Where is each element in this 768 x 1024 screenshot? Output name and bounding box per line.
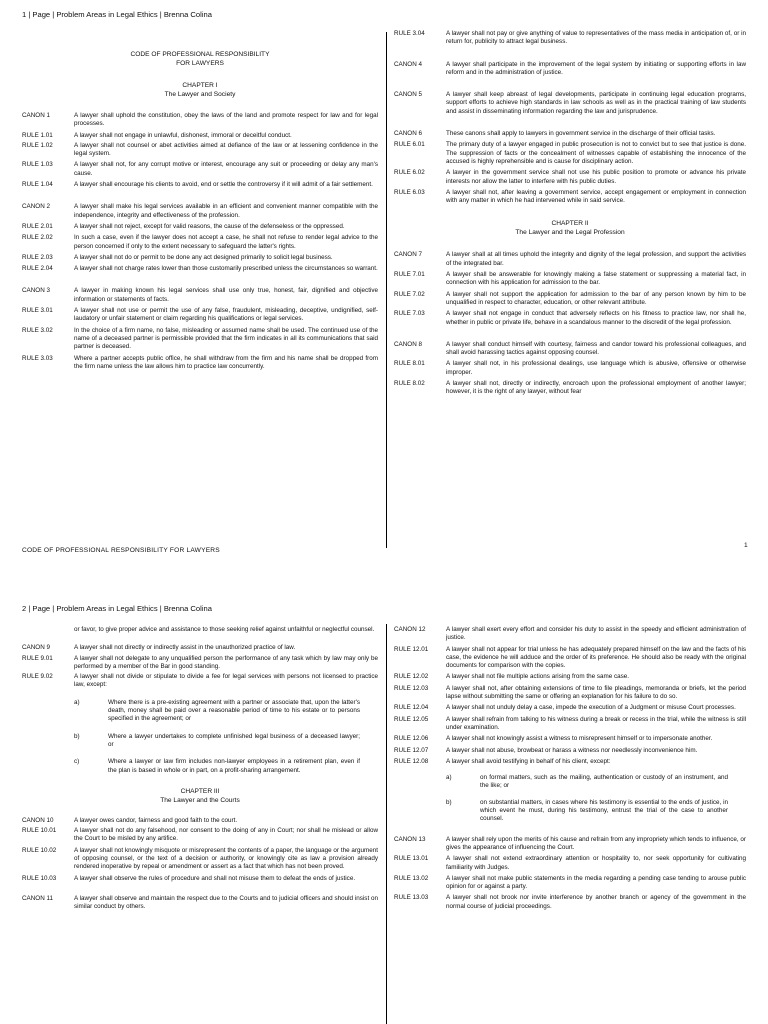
provision-label: RULE 7.01 [394,271,425,279]
provision-entry [394,626,746,643]
sub-list [394,774,746,823]
sub-item [22,733,378,750]
provision-label: CANON 8 [394,340,422,348]
page-number: 1 [744,542,748,549]
provision-entry [394,251,746,268]
entry-list [22,112,378,371]
provision-entry [22,234,378,251]
provision-text: In the choice of a firm name, no false, misleading or assumed name shall be used. The continued use of the name of a deceased partner is permissible provided that the firm indicates in all its communications that said partner is deceased. [74,326,378,351]
sub-item-text: Where there is a pre-existing agreement with a partner or associate that, upon the latter's death, money shall be paid over a reasonable period of time to his estate or to persons specified in the agreement; or [108,698,360,723]
entry-list [394,626,746,766]
provision-text: A lawyer shall not abuse, browbeat or harass a witness nor needlessly inconvenience him. [446,746,698,754]
provision-entry [22,875,378,883]
entry-list [394,30,746,205]
provision-text: A lawyer shall not knowingly assist a witness to misrepresent himself or to impersonate another. [446,735,713,743]
provision-text: A lawyer shall participate in the improvement of the legal system by initiating or supporting efforts in law reform and in the administration of justice. [446,60,746,76]
entry-list [394,251,746,396]
provision-label: RULE 7.02 [394,290,425,298]
provision-entry [22,673,378,690]
sub-item-label: b) [446,798,452,806]
provision-entry [394,685,746,702]
left-column [22,50,378,371]
provision-text: A lawyer shall not make public statements in the media regarding a pending case tending to arouse public opinion for or against a party. [446,874,746,891]
provision-label: RULE 1.03 [22,161,53,169]
provision-entry [394,855,746,872]
provision-text: A lawyer shall make his legal services available in an efficient and convenient manner compatible with the independence, integrity and effectiveness of the profession. [74,203,378,219]
provision-label: CANON 1 [22,112,50,119]
entry-list [394,836,746,911]
provision-entry [394,271,746,288]
provision-label: RULE 6.03 [394,188,425,196]
provision-entry [22,132,378,140]
provision-label: RULE 3.04 [394,30,425,37]
provision-text: A lawyer shall not engage in unlawful, dishonest, immoral or deceitful conduct. [74,131,292,139]
page-footer: CODE OF PROFESSIONAL RESPONSIBILITY FOR LAWYERS [22,547,220,554]
provision-entry [394,704,746,712]
column-divider [386,624,387,1024]
provision-label: RULE 2.02 [22,234,53,242]
page-header: 1 | Page | Problem Areas in Legal Ethics | Brenna Colina [22,10,212,19]
provision-text: A lawyer shall avoid testifying in behalf of his client, except: [446,757,611,765]
provision-label: RULE 2.04 [22,265,53,273]
provision-label: RULE 9.01 [22,654,53,662]
provision-label: CANON 4 [394,60,422,68]
provision-text: A lawyer shall not directly or indirectly assist in the unauthorized practice of law. [74,644,296,652]
chapter-heading: CHAPTER II The Lawyer and the Legal Profession [515,220,625,237]
provision-text: A lawyer shall not, for any corrupt motive or interest, encourage any suit or proceeding or delay any man's cause. [74,161,378,177]
provision-text: Where a partner accepts public office, he shall withdraw from the firm and his name shall be dropped from the firm name unless the law allows him to practice law concurrently. [74,354,378,370]
provision-label: RULE 3.02 [22,326,53,334]
provision-label: CANON 11 [22,894,54,902]
provision-text: A lawyer shall not do any falsehood, nor consent to the doing of any in Court; nor shall he mislead or allow the Court to be misled by any artifice. [74,827,378,843]
provision-text: A lawyer shall not charge rates lower than those customarily prescribed unless the circumstances so warrant. [74,265,378,273]
provision-entry [22,827,378,844]
provision-label: CANON 2 [22,203,50,211]
provision-text: A lawyer shall not unduly delay a case, impede the execution of a Judgment or misuse Court processes. [446,704,736,712]
sub-item-label: a) [74,698,80,706]
provision-entry [22,355,378,372]
sub-list [22,699,378,775]
provision-label: CANON 9 [22,644,50,652]
right-column [394,30,746,397]
provision-text: A lawyer shall not extend extraordinary attention or hospitality to, nor seek opportunity for cultivating familiarity with Judges. [446,855,746,871]
provision-text: A lawyer shall not knowingly misquote or misrepresent the contents of a paper, the language or the argument of opposing counsel, or the text of a decision or authority, or knowingly cite as law a provision already rendered inoperative by repeal or amendment or assert as a fact that which has not been proved. [74,846,378,871]
provision-label: RULE 8.01 [394,360,425,368]
sub-item-label: a) [446,774,452,782]
provision-entry [22,112,378,129]
column-divider [386,32,387,548]
provision-entry [22,307,378,324]
provision-text: A lawyer shall not, directly or indirectly, encroach upon the professional employment of another lawyer; however, it is the right of any lawyer, without fear [446,380,746,396]
page-header: 2 | Page | Problem Areas in Legal Ethics | Brenna Colina [22,604,212,613]
provision-text: A lawyer shall not delegate to any unqualified person the performance of any task which by law may only be performed by a member of the Bar in good standing. [74,654,378,670]
entry-list [22,817,378,912]
document-title: CODE OF PROFESSIONAL RESPONSIBILITY FOR LAWYERS [130,51,270,67]
provision-label: RULE 1.02 [22,141,53,149]
provision-label: RULE 1.01 [22,131,53,139]
provision-label: RULE 7.03 [394,310,425,318]
sub-item [394,774,746,791]
provision-text: A lawyer shall not, in his professional dealings, use language which is abusive, offensive or otherwise improper. [446,360,746,376]
sub-item [22,758,378,775]
provision-label: RULE 10.03 [22,874,57,882]
chapter-heading: CHAPTER III The Lawyer and the Courts [160,787,240,804]
provision-entry [394,91,746,116]
provision-label: RULE 6.02 [394,169,425,177]
provision-text: A lawyer in the government service shall not use his public position to promote or advance his private interests nor allow the latter to interfere with his public duties. [446,169,746,185]
provision-label: CANON 10 [22,816,54,824]
provision-entry [394,758,746,766]
provision-text: A lawyer shall not reject, except for valid reasons, the cause of the defenseless or the oppressed. [74,222,345,230]
provision-label: RULE 3.01 [22,307,53,315]
provision-text: A lawyer shall not, after obtaining extensions of time to file pleadings, memoranda or briefs, let the period lapse without submitting the same or offering an explanation for his failure to do so. [446,684,746,701]
provision-label: RULE 12.04 [394,704,429,712]
provision-entry [394,836,746,853]
sub-item-label: b) [74,732,80,740]
provision-entry [22,327,378,352]
sub-item-text: Where a lawyer or law firm includes non-lawyer employees in a retirement plan, even if the plan is based in whole or in part, on a profit-sharing arrangement. [108,758,360,774]
chapter-heading: CHAPTER I The Lawyer and Society [164,82,236,98]
provision-text: A lawyer shall keep abreast of legal developments, participate in continuing legal education programs, support efforts to achieve high standards in law schools as well as in the practical training of law students and assist in disseminating information regarding the law and jurisprudence. [446,91,746,115]
provision-text: A lawyer owes candor, fairness and good faith to the court. [74,816,238,824]
provision-entry [22,254,378,262]
provision-entry [22,265,378,273]
entry-list [22,644,378,689]
provision-text: A lawyer shall observe and maintain the respect due to the Courts and to judicial officers and should insist on similar conduct by others. [74,894,378,911]
provision-label: RULE 12.06 [394,735,429,743]
provision-entry [394,646,746,671]
provision-text: A lawyer shall at all times uphold the integrity and dignity of the legal profession, and support the activities of the integrated bar. [446,251,746,267]
provision-text: A lawyer shall not counsel or abet activities aimed at defiance of the law or at lessening confidence in the legal system. [74,141,378,158]
left-column [22,626,378,912]
provision-text: A lawyer shall rely upon the merits of his cause and refrain from any impropriety which tends to influence, or gives the appearance of influencing the Court. [446,835,746,851]
provision-entry [394,169,746,186]
provision-label: RULE 1.04 [22,181,53,189]
provision-entry [22,847,378,872]
provision-entry [394,716,746,733]
provision-label: RULE 8.02 [394,380,425,388]
provision-label: RULE 13.03 [394,894,429,902]
provision-entry [22,655,378,672]
provision-entry [22,223,378,231]
provision-entry [394,30,746,47]
provision-text: A lawyer shall not do or permit to be done any act designed primarily to solicit legal business. [74,253,333,261]
sub-item [394,799,746,824]
provision-entry [22,161,378,178]
provision-entry [394,291,746,308]
provision-label: RULE 12.01 [394,645,429,653]
provision-text: A lawyer shall refrain from talking to his witness during a break or recess in the trial, while the witness is still under examination. [446,715,746,731]
provision-label: RULE 12.05 [394,715,429,723]
provision-label: CANON 3 [22,287,50,295]
provision-entry [22,203,378,220]
provision-text: A lawyer shall not engage in conduct that adversely reflects on his fitness to practice law, nor shall he, whether in public or private life, behave in a scandalous manner to the discredit of the legal profession. [446,310,746,326]
provision-label: RULE 2.03 [22,253,53,261]
provision-label: RULE 12.02 [394,673,429,681]
provision-text: A lawyer shall not brook nor invite interference by another branch or agency of the government in the normal course of judicial proceedings. [446,894,746,910]
provision-label: RULE 13.02 [394,874,429,882]
sub-item-text: Where a lawyer undertakes to complete unfinished legal business of a deceased lawyer; or [108,732,360,748]
provision-text: A lawyer shall be answerable for knowingly making a false statement or suppressing a material fact, in connection with his application for admission to the bar. [446,271,746,287]
provision-text: A lawyer shall not file multiple actions arising from the same case. [446,673,630,681]
provision-text: A lawyer shall encourage his clients to avoid, end or settle the controversy if it will admit of a fair settlement. [74,181,373,189]
provision-label: RULE 12.07 [394,746,429,754]
provision-entry [394,130,746,138]
provision-text: A lawyer shall observe the rules of procedure and shall not misuse them to defeat the ends of justice. [74,874,356,882]
provision-entry [394,189,746,206]
provision-text: A lawyer shall not support the application for admission to the bar of any person known by him to be unqualified in respect to character, education, or other relevant attribute. [446,290,746,306]
provision-entry [22,817,378,825]
provision-label: RULE 6.01 [394,141,425,149]
provision-entry [22,142,378,159]
provision-entry [22,181,378,189]
provision-label: CANON 6 [394,130,422,138]
sub-item-text: on substantial matters, in cases where his testimony is essential to the ends of justice, in which event he must, during his testimony, entrust the trial of the case to another counsel. [480,798,728,823]
provision-text: A lawyer in making known his legal services shall use only true, honest, fair, dignified and objective information or statements of facts. [74,287,378,303]
provision-entry [394,894,746,911]
provision-entry [22,287,378,304]
provision-entry [394,673,746,681]
provision-entry [394,341,746,358]
provision-entry [22,644,378,652]
sub-item [22,699,378,724]
provision-text: These canons shall apply to lawyers in government service in the discharge of their official tasks. [446,130,716,138]
provision-text: A lawyer shall not pay or give anything of value to representatives of the mass media in anticipation of, or in return for, publicity to attract legal business. [446,30,746,46]
provision-label: RULE 12.03 [394,684,429,692]
provision-text: A lawyer shall exert every effort and consider his duty to assist in the speedy and efficient administration of justice. [446,626,746,642]
right-column [394,626,746,911]
sub-item-label: c) [74,758,80,766]
provision-text: In such a case, even if the lawyer does not accept a case, he shall not refuse to render legal advice to the person concerned if only to the extent necessary to safeguard the latter's rights. [74,234,378,250]
provision-label: CANON 5 [394,91,422,99]
provision-entry [394,360,746,377]
provision-text: A lawyer shall conduct himself with courtesy, fairness and candor toward his professional colleagues, and shall avoid harassing tactics against opposing counsel. [446,340,746,357]
provision-text: A lawyer shall uphold the constitution, obey the laws of the land and promote respect for law and for legal processes. [74,112,378,128]
provision-label: RULE 13.01 [394,855,429,863]
provision-label: CANON 13 [394,835,426,843]
provision-label: CANON 12 [394,626,426,633]
provision-text: A lawyer shall not, after leaving a government service, accept engagement or employment in connection with any matter in which he had intervened while in said service. [446,188,746,205]
provision-text: A lawyer shall not use or permit the use of any false, fraudulent, misleading, deceptive, undignified, self-laudatory or unfair statement or claim regarding his qualifications or legal services. [74,307,378,323]
provision-entry [394,310,746,327]
sub-item-text: on formal matters, such as the mailing, authentication or custody of an instrument, and the like; or [480,774,728,790]
provision-label: RULE 10.02 [22,846,57,854]
provision-label: RULE 3.03 [22,354,53,362]
provision-label: RULE 2.01 [22,222,53,230]
provision-entry [394,141,746,166]
provision-label: CANON 7 [394,251,422,259]
provision-text: A lawyer shall not appear for trial unless he has adequately prepared himself on the law and the facts of his case, the evidence he will adduce and the order of its preference. He should also be ready with the original documents for comparison with the copies. [446,645,746,670]
provision-entry [394,380,746,397]
provision-label: RULE 9.02 [22,673,53,681]
provision-label: RULE 10.01 [22,827,57,835]
page-2 [0,512,768,1024]
provision-label: RULE 12.08 [394,757,429,765]
provision-text: A lawyer shall not divide or stipulate to divide a fee for legal services with persons not licensed to practice law, except: [74,673,378,689]
provision-entry [394,875,746,892]
provision-text: The primary duty of a lawyer engaged in public prosecution is not to convict but to see that justice is done. The suppression of facts or the concealment of witnesses capable of establishing the innocence of the accused is highly reprehensible and is cause for disciplinary action. [446,141,746,165]
provision-entry [394,735,746,743]
provision-entry [394,747,746,755]
continued-text: or favor, to give proper advice and assistance to those seeking relief against unfaithful or neglectful counsel. [74,626,375,633]
provision-entry [394,61,746,78]
provision-entry [22,895,378,912]
